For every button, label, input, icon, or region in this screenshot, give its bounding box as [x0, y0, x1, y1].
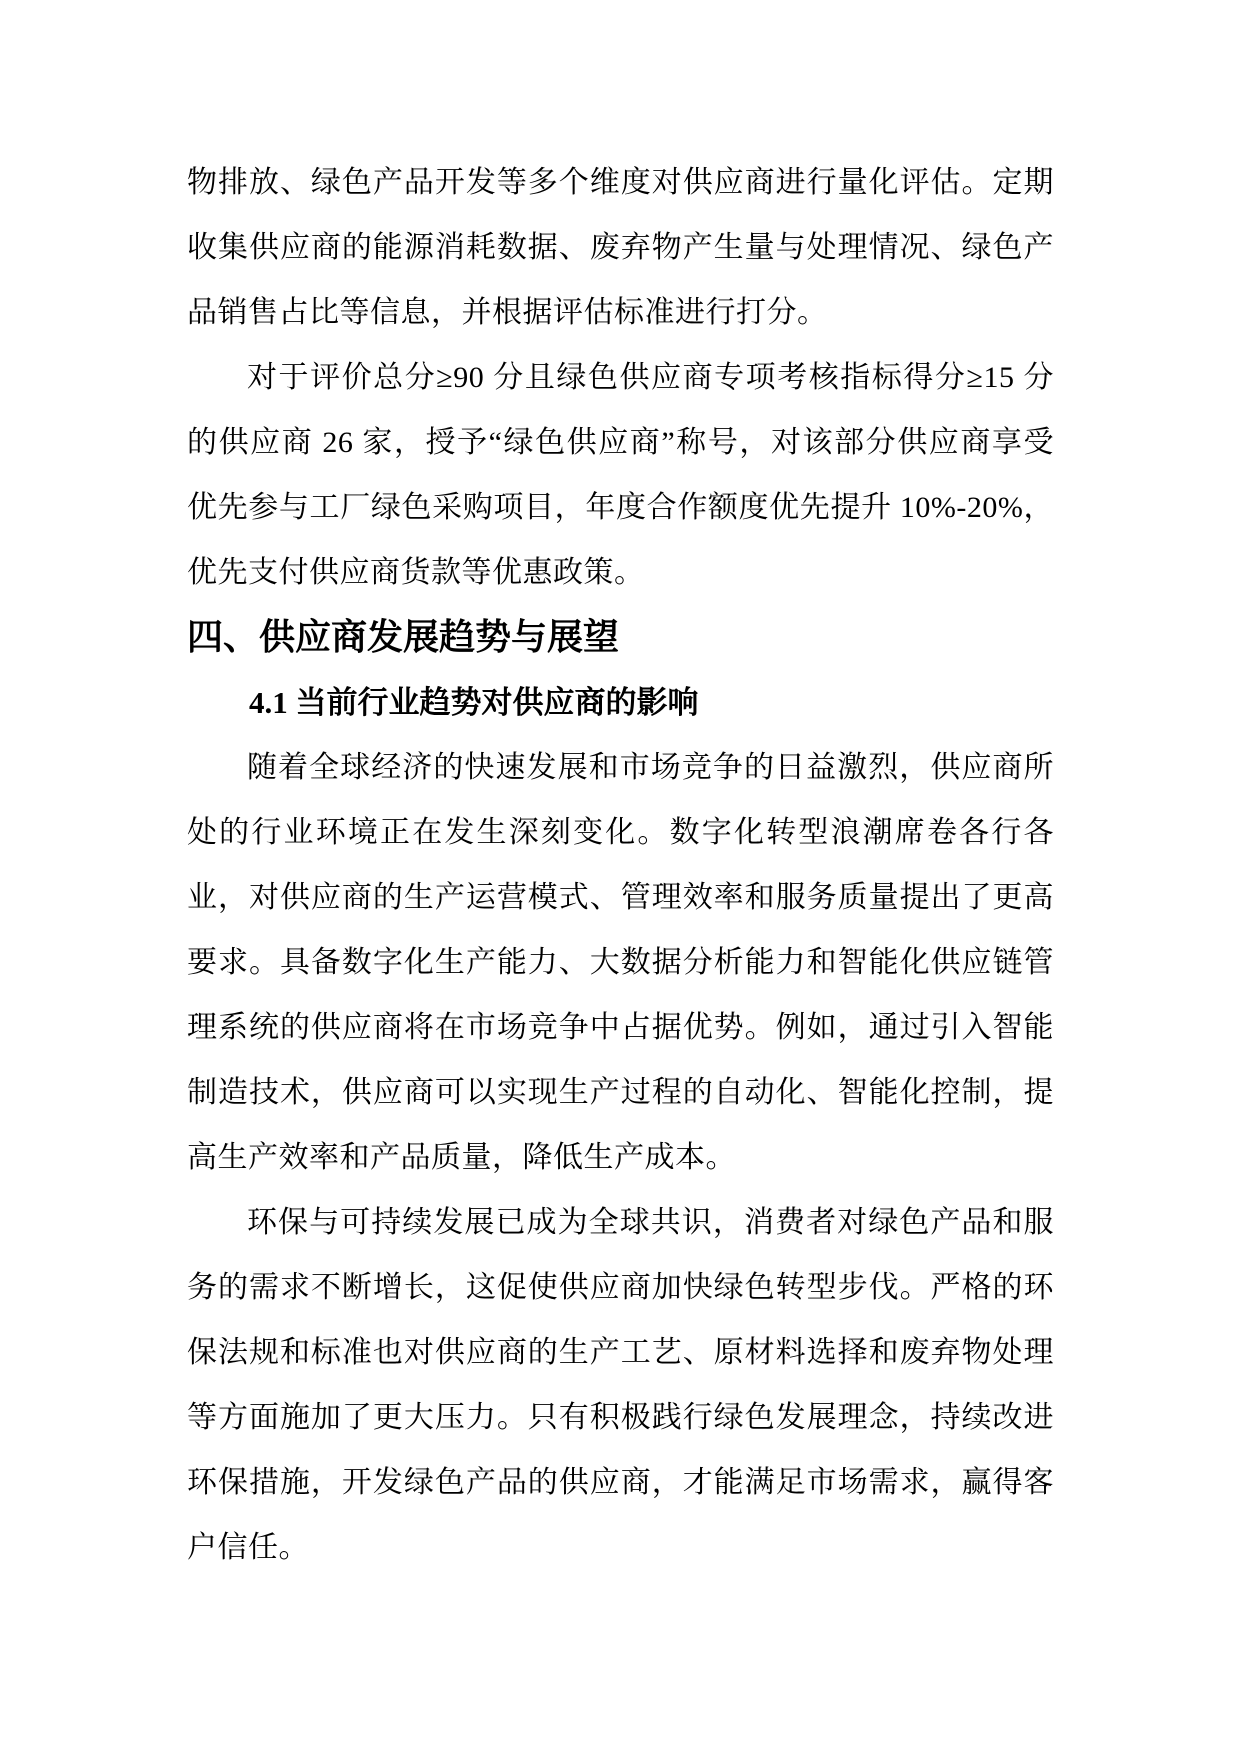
paragraph: 物排放、绿色产品开发等多个维度对供应商进行量化评估。定期收集供应商的能源消耗数据、废弃物产生量与处理情况、绿色产品销售占比等信息，并根据评估标准进行打分。	[187, 166, 1054, 329]
subsection-heading: 4.1 当前行业趋势对供应商的影响	[249, 685, 699, 720]
document-content	[187, 150, 1054, 1580]
document-body	[187, 150, 1054, 1580]
paragraph: 随着全球经济的快速发展和市场竞争的日益激烈，供应商所处的行业环境正在发生深刻变化。数字化转型浪潮席卷各行各业，对供应商的生产运营模式、管理效率和服务质量提出了更高要求。具备数字化生产能力、大数据分析能力和智能化供应链管理系统的供应商将在市场竞争中占据优势。例如，通过引入智能制造技术，供应商可以实现生产过程的自动化、智能化控制，提高生产效率和产品质量，降低生产成本。	[187, 751, 1054, 1174]
section-heading: 四、供应商发展趋势与展望	[187, 617, 620, 657]
paragraph: 环保与可持续发展已成为全球共识，消费者对绿色产品和服务的需求不断增长，这促使供应商加快绿色转型步伐。严格的环保法规和标准也对供应商的生产工艺、原材料选择和废弃物处理等方面施加了更大压力。只有积极践行绿色发展理念，持续改进环保措施，开发绿色产品的供应商，才能满足市场需求，赢得客户信任。	[187, 1206, 1054, 1564]
paragraph: 对于评价总分≥90 分且绿色供应商专项考核指标得分≥15 分的供应商 26 家，授予“绿色供应商”称号，对该部分供应商享受优先参与工厂绿色采购项目，年度合作额度优先提升 10%-20%，优先支付供应商货款等优惠政策。	[187, 361, 1054, 589]
